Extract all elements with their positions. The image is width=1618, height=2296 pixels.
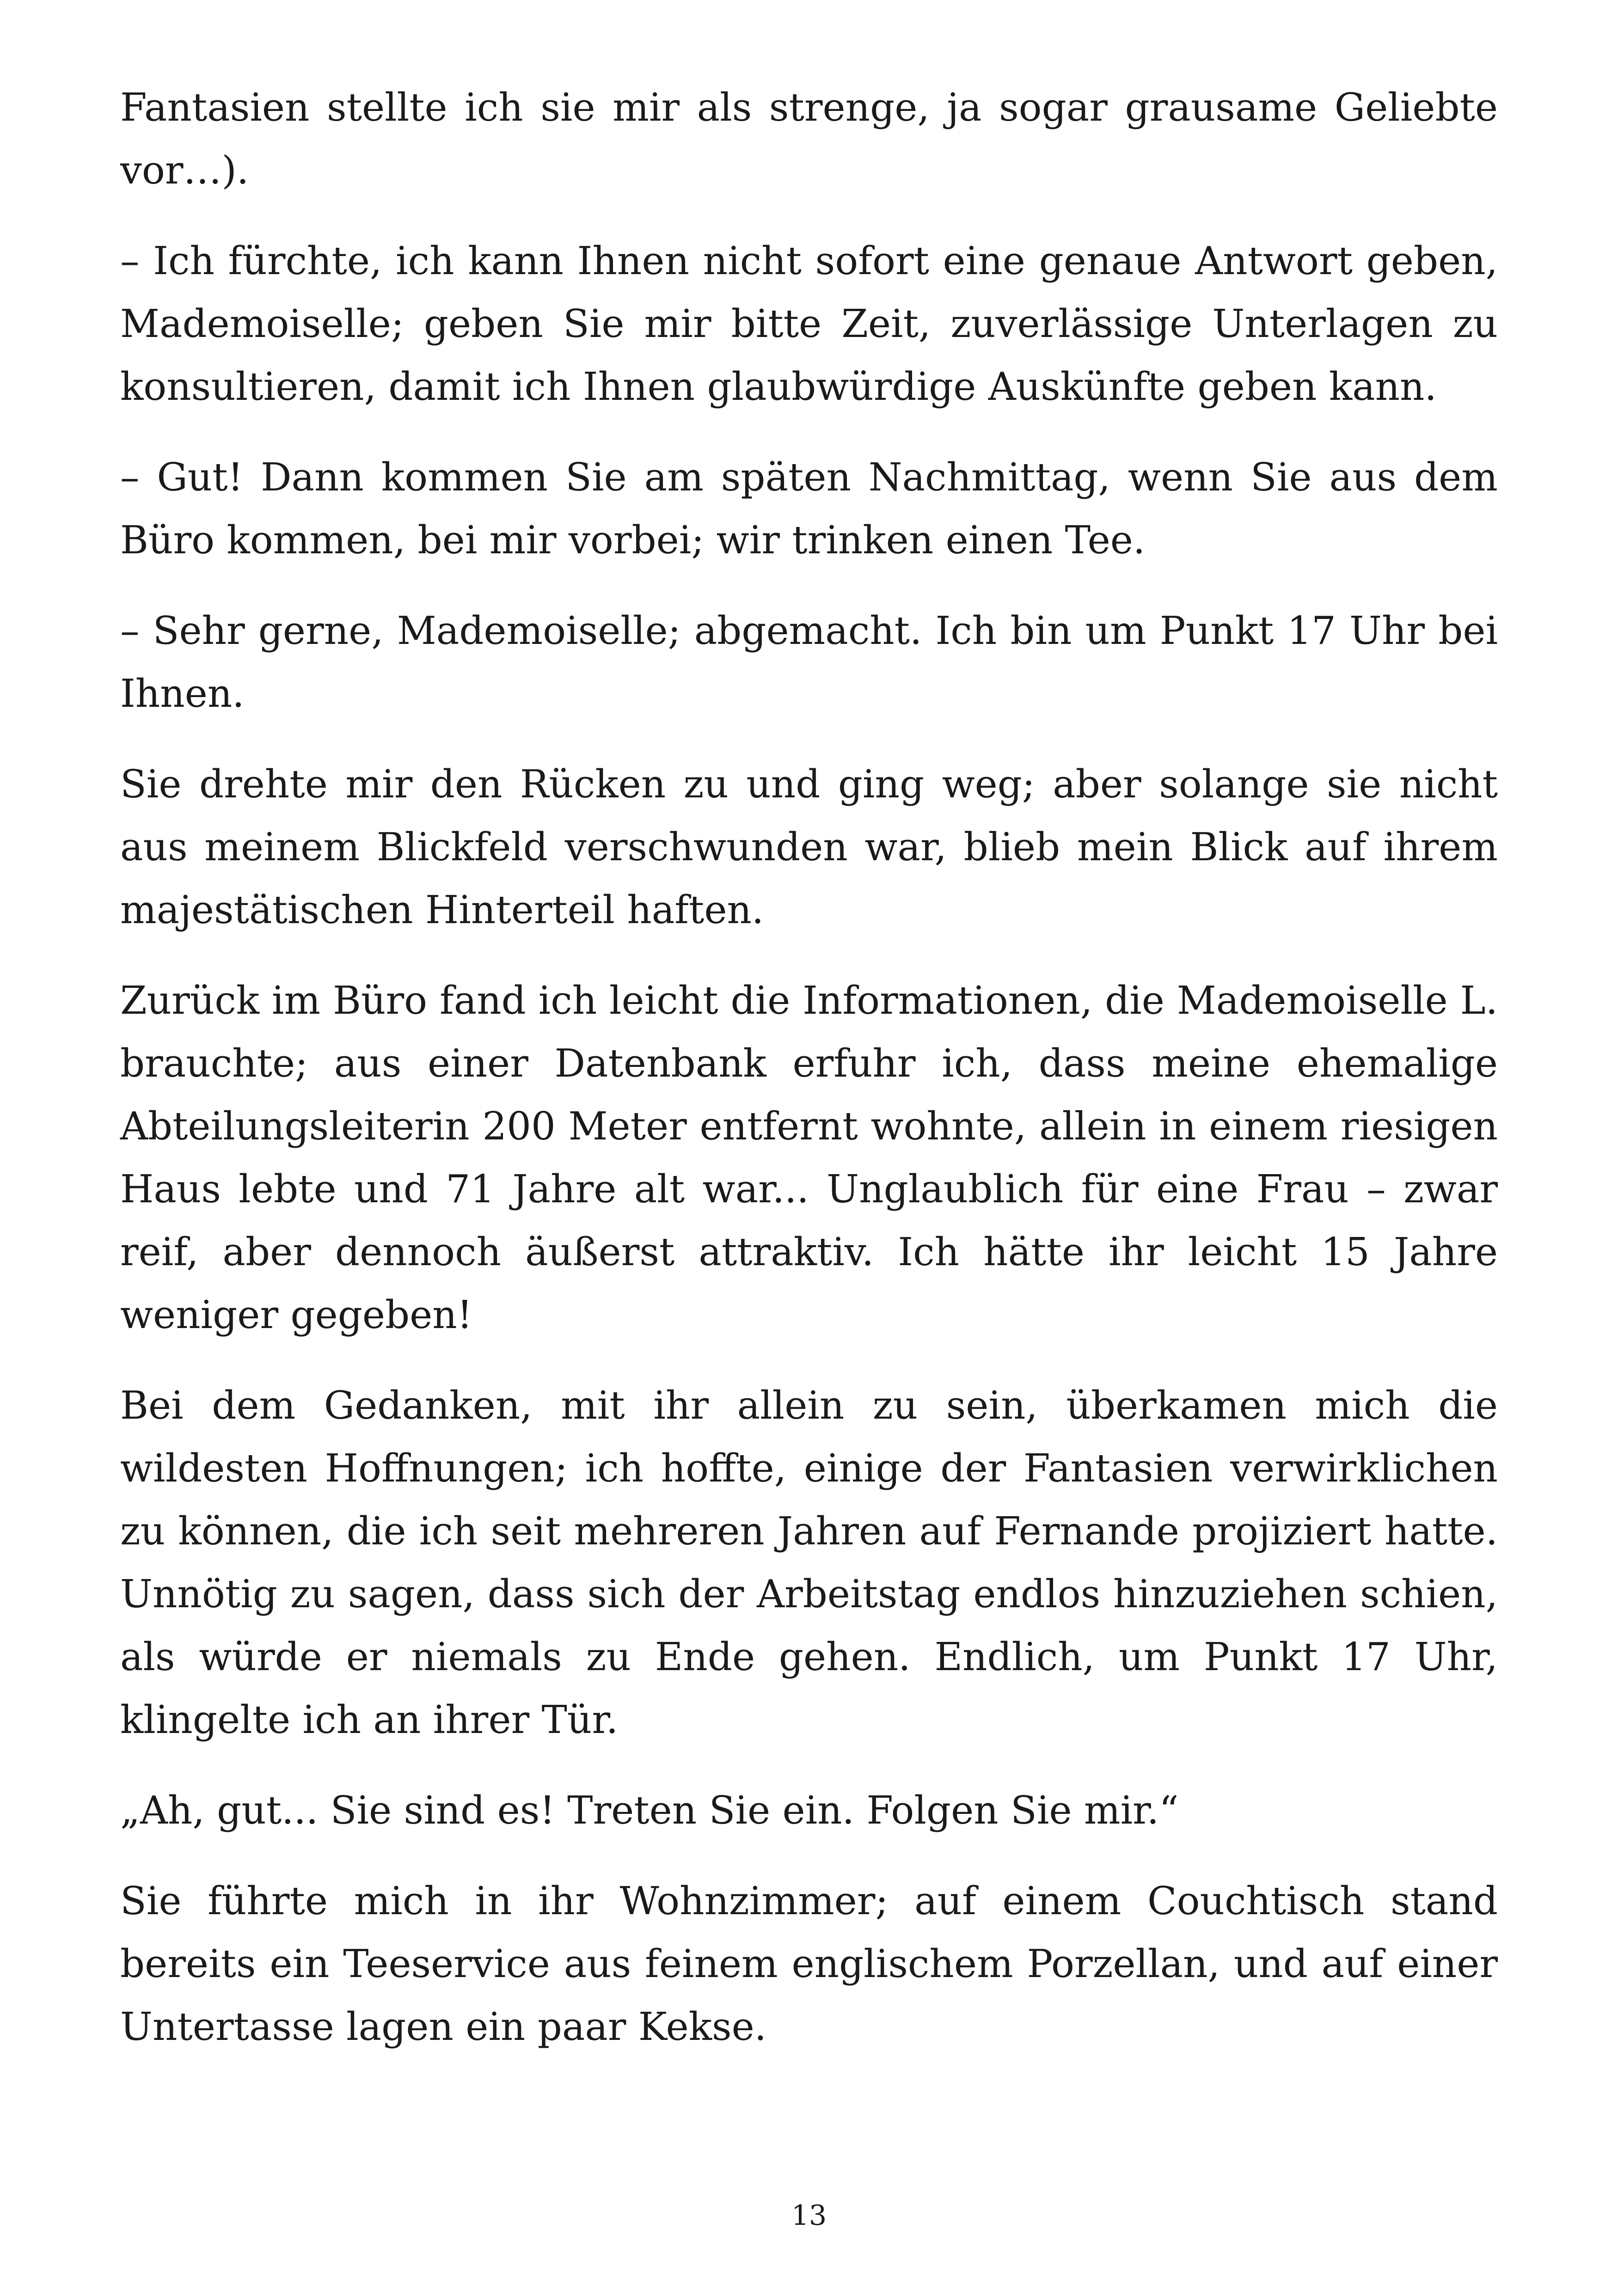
paragraph: Sie führte mich in ihr Wohnzimmer; auf einem Couchtisch stand bereits ein Teeservice aus feinem englischem Porzellan, und auf einer Untertasse lagen ein paar Kekse.	[120, 1879, 1498, 2049]
page-body	[120, 76, 1498, 2086]
paragraph: – Gut! Dann kommen Sie am späten Nachmittag, wenn Sie aus dem Büro kommen, bei mir vorbei; wir trinken einen Tee.	[120, 455, 1498, 563]
paragraph: – Sehr gerne, Mademoiselle; abgemacht. Ich bin um Punkt 17 Uhr bei Ihnen.	[120, 608, 1498, 716]
paragraph: „Ah, gut... Sie sind es! Treten Sie ein. Folgen Sie mir.“	[120, 1788, 1179, 1833]
paragraph: Sie drehte mir den Rücken zu und ging weg; aber solange sie nicht aus meinem Blickfeld verschwunden war, blieb mein Blick auf ihrem majestätischen Hinterteil haften.	[120, 762, 1498, 932]
page-number: 13	[791, 2199, 827, 2232]
paragraph: – Ich fürchte, ich kann Ihnen nicht sofort eine genaue Antwort geben, Mademoiselle; geben Sie mir bitte Zeit, zuverlässige Unterlagen zu konsultieren, damit ich Ihnen glaubwürdige Auskünfte geben kann.	[120, 239, 1498, 409]
paragraph: Fantasien stellte ich sie mir als strenge, ja sogar grausame Geliebte vor…).	[120, 85, 1498, 193]
paragraph: Zurück im Büro fand ich leicht die Informationen, die Mademoiselle L. brauchte; aus einer Datenbank erfuhr ich, dass meine ehemalige Abteilungsleiterin 200 Meter entfernt wohnte, allein in einem riesigen Haus lebte und 71 Jahre alt war... Unglaublich für eine Frau – zwar reif, aber dennoch äußerst attraktiv. Ich hätte ihr leicht 15 Jahre weniger gegeben!	[120, 978, 1498, 1337]
paragraph: Bei dem Gedanken, mit ihr allein zu sein, überkamen mich die wildesten Hoffnungen; ich hoffte, einige der Fantasien verwirklichen zu können, die ich seit mehreren Jahren auf Fernande projiziert hatte. Unnötig zu sagen, dass sich der Arbeitstag endlos hinzuziehen schien, als würde er niemals zu Ende gehen. Endlich, um Punkt 17 Uhr, klingelte ich an ihrer Tür.	[120, 1383, 1498, 1742]
